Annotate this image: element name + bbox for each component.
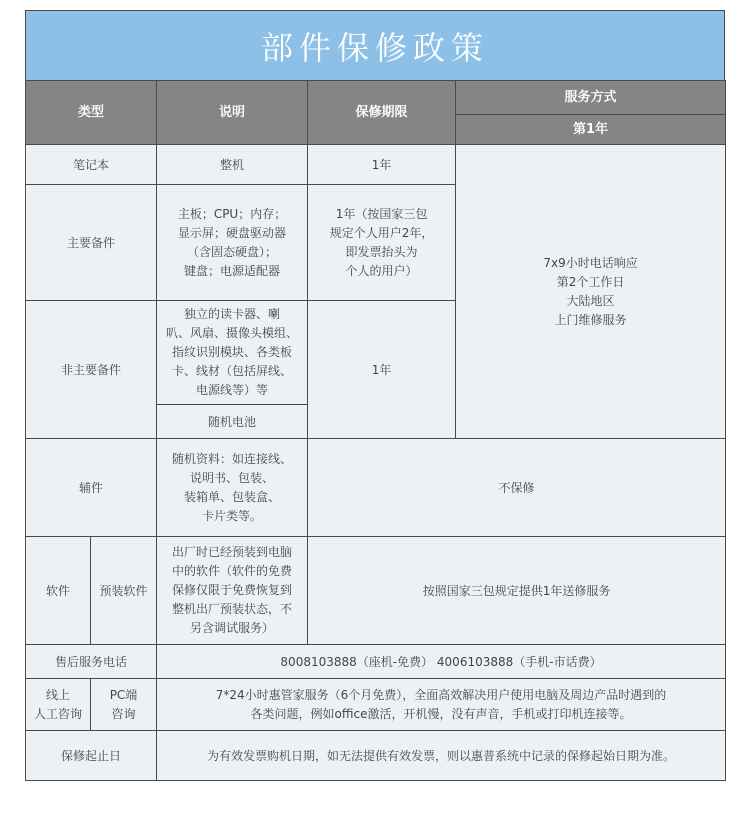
header-period: 保修期限 <box>308 81 456 145</box>
battery-desc: 随机电池 <box>157 405 308 439</box>
service-line: 大陆地区 <box>566 293 615 308</box>
minor-parts-period: 1年 <box>308 301 456 439</box>
value-line: 7*24小时惠管家服务（6个月免费），全面高效解决用户使用电脑及周边产品时遇到的 <box>215 687 667 702</box>
service-line: 上门维修服务 <box>554 312 627 327</box>
minor-parts-desc <box>157 301 308 405</box>
main-parts-period <box>308 185 456 301</box>
label-line: 人工咨询 <box>33 706 82 721</box>
desc-line: 说明书、包装、 <box>190 470 275 485</box>
desc-line: 主板；CPU；内存； <box>177 206 287 221</box>
online-value <box>157 679 726 731</box>
period-line: 规定个人用户2年， <box>329 225 434 240</box>
desc-line: （含固态硬盘）； <box>187 244 278 259</box>
service-line: 7x9小时电话响应 <box>543 255 638 270</box>
desc-line: 指纹识别模块、各类板 <box>172 345 293 359</box>
software-desc <box>157 537 308 645</box>
label-line: 线上 <box>45 687 70 702</box>
period-line: 个人的用户） <box>345 263 418 278</box>
accessories-desc <box>157 439 308 537</box>
header-service: 服务方式 <box>456 81 726 115</box>
main-parts-desc <box>157 185 308 301</box>
warranty-table <box>25 80 726 781</box>
desc-line: 显示屏；硬盘驱动器 <box>178 225 287 240</box>
hotline-value: 8008103888（座机-免费） 4006103888（手机-市话费） <box>157 645 726 679</box>
desc-line: 中的软件（软件的免费 <box>172 564 293 578</box>
software-service: 按照国家三包规定提供1年送修服务 <box>308 537 726 645</box>
value-line: 各类问题，例如office激活，开机慢，没有声音，手机或打印机连接等。 <box>250 706 632 721</box>
warranty-start-value: 为有效发票购机日期，如无法提供有效发票，则以惠普系统中记录的保修起始日期为准。 <box>157 731 726 781</box>
warranty-start-label: 保修起止日 <box>26 731 157 781</box>
period-line: 即发票抬头为 <box>345 244 418 259</box>
label-line: PC端 <box>109 687 138 702</box>
online-label <box>26 679 91 731</box>
desc-line: 出厂时已经预装到电脑 <box>172 545 293 559</box>
warranty-policy <box>25 10 725 781</box>
service-line: 第2个工作日 <box>556 274 625 289</box>
notebook-type: 笔记本 <box>26 145 157 185</box>
online-sublabel <box>91 679 157 731</box>
desc-line: 卡片类等。 <box>202 508 263 523</box>
desc-line: 随机资料：如连接线、 <box>172 451 293 466</box>
desc-line: 键盘；电源适配器 <box>184 263 281 278</box>
desc-line: 电源线等）等 <box>196 383 269 397</box>
software-type: 软件 <box>26 537 91 645</box>
header-type: 类型 <box>26 81 157 145</box>
header-desc: 说明 <box>157 81 308 145</box>
page-title: 部件保修政策 <box>260 28 489 67</box>
label-line: 咨询 <box>111 706 136 721</box>
accessories-type: 辅件 <box>26 439 157 537</box>
period-line: 1年（按国家三包 <box>335 206 428 221</box>
accessories-service: 不保修 <box>308 439 726 537</box>
desc-line: 叭、风扇、摄像头模组、 <box>166 326 299 340</box>
desc-line: 装箱单、包装盒、 <box>184 489 281 504</box>
desc-line: 另含调试服务） <box>190 621 275 635</box>
software-subtype: 预装软件 <box>91 537 157 645</box>
hotline-label: 售后服务电话 <box>26 645 157 679</box>
desc-line: 卡、线材（包括屏线、 <box>172 364 293 378</box>
desc-line: 独立的读卡器、喇 <box>184 307 281 321</box>
notebook-desc: 整机 <box>157 145 308 185</box>
service-method <box>456 145 726 439</box>
minor-parts-type: 非主要备件 <box>26 301 157 439</box>
title-banner <box>25 10 725 80</box>
desc-line: 保修仅限于免费恢复到 <box>172 583 293 597</box>
header-year1: 第1年 <box>456 115 726 145</box>
main-parts-type: 主要备件 <box>26 185 157 301</box>
notebook-period: 1年 <box>308 145 456 185</box>
desc-line: 整机出厂预装状态，不 <box>172 602 293 616</box>
